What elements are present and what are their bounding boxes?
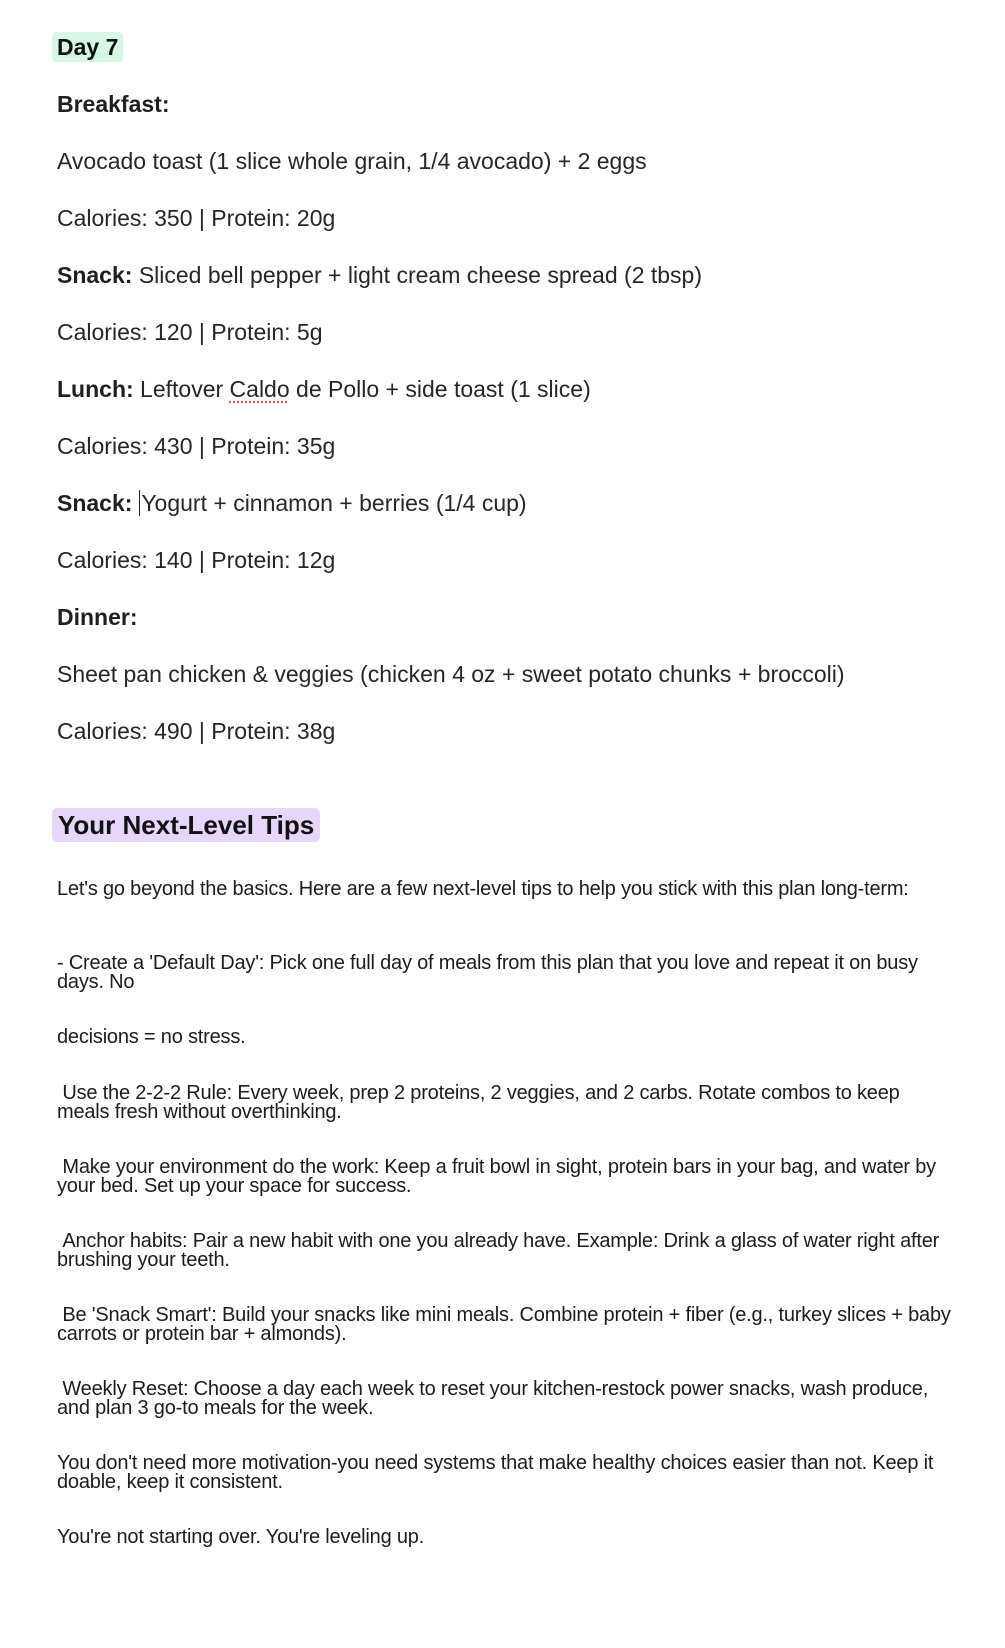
dinner-label: Dinner: (57, 604, 138, 630)
lunch-line (57, 375, 591, 403)
tip-environment: Make your environment do the work: Keep a fruit bowl in sight, protein bars in your bag, and water by your bed. Set up your space for success. (57, 1156, 942, 1197)
day-heading: Day 7 (52, 32, 123, 62)
snack-2-stats: Calories: 140 | Protein: 12g (57, 547, 336, 573)
tip-2-2-2-rule: Use the 2-2-2 Rule: Every week, prep 2 proteins, 2 veggies, and 2 carbs. Rotate combos to keep meals fresh without overthinking. (57, 1082, 905, 1123)
dinner-stats: Calories: 490 | Protein: 38g (57, 718, 336, 744)
tips-motivation: You don't need more motivation-you need systems that make healthy choices easier than not. Keep it doable, keep it consistent. (57, 1452, 934, 1493)
dinner-label-line (57, 603, 138, 631)
tip-default-day: - Create a 'Default Day': Pick one full day of meals from this plan that you love and repeat it on busy days. No (57, 952, 918, 993)
snack-1-description: Sliced bell pepper + light cream cheese spread (2 tbsp) (132, 262, 703, 288)
lunch-label: Lunch: (57, 376, 134, 402)
breakfast-stats: Calories: 350 | Protein: 20g (57, 205, 336, 231)
tips-heading: Your Next-Level Tips (52, 808, 320, 842)
snack-1-line (57, 261, 702, 289)
snack-1-label: Snack: (57, 262, 133, 288)
breakfast-description: Avocado toast (1 slice whole grain, 1/4 avocado) + 2 eggs (57, 148, 647, 174)
snack-2-line (57, 489, 527, 517)
lunch-description-start: Leftover (133, 376, 230, 402)
tip-anchor-habits: Anchor habits: Pair a new habit with one you already have. Example: Drink a glass of water right after brushing your teeth. (57, 1230, 945, 1271)
tips-intro: Let's go beyond the basics. Here are a few next-level tips to help you stick with this plan long-term: (57, 878, 909, 900)
snack-2-label: Snack: (57, 490, 133, 516)
dinner-description: Sheet pan chicken & veggies (chicken 4 oz + sweet potato chunks + broccoli) (57, 661, 845, 687)
breakfast-label: Breakfast: (57, 91, 170, 117)
breakfast-label-line (57, 90, 170, 118)
tip-snack-smart: Be 'Snack Smart': Build your snacks like mini meals. Combine protein + fiber (e.g., turkey slices + baby carrots or protein bar + almonds). (57, 1304, 957, 1345)
lunch-stats: Calories: 430 | Protein: 35g (57, 433, 336, 459)
spellcheck-flagged-word[interactable]: Caldo (229, 376, 290, 402)
tip-weekly-reset: Weekly Reset: Choose a day each week to reset your kitchen-restock power snacks, wash produce, and plan 3 go-to meals for the week. (57, 1378, 934, 1419)
snack-2-description: Yogurt + cinnamon + berries (1/4 cup) (141, 490, 527, 516)
lunch-description-end: de Pollo + side toast (1 slice) (289, 376, 591, 402)
tips-closing: You're not starting over. You're leveling up. (57, 1526, 425, 1548)
snack-1-stats: Calories: 120 | Protein: 5g (57, 319, 323, 345)
tip-default-day-continued: decisions = no stress. (57, 1026, 246, 1048)
